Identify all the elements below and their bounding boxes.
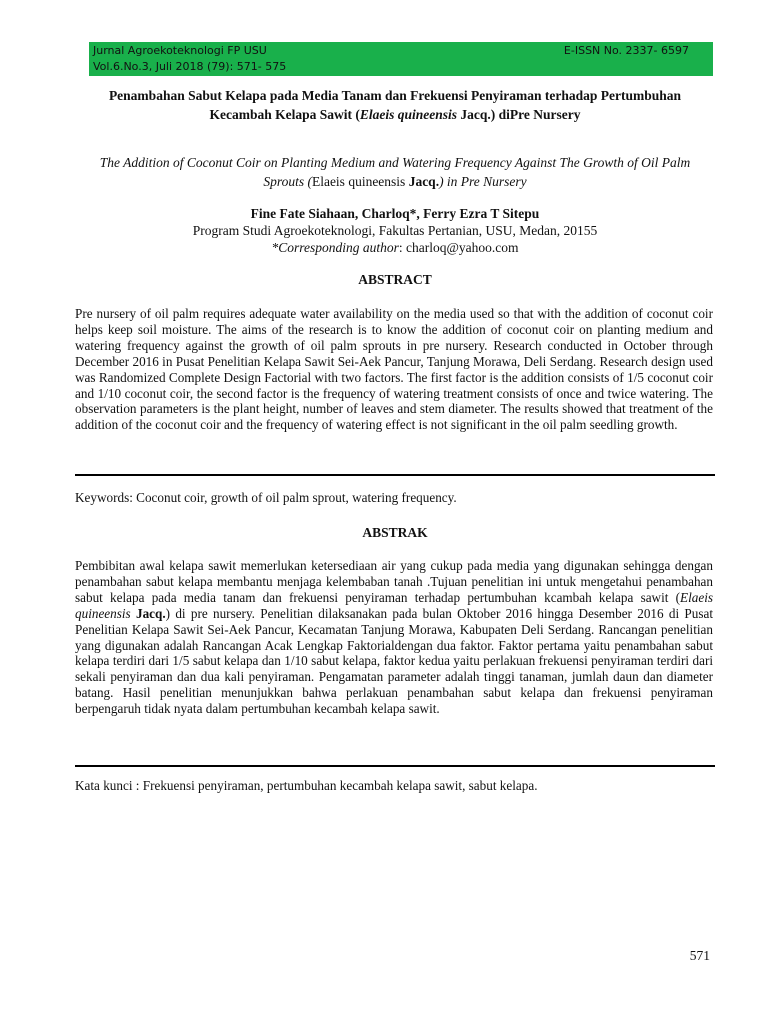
title-en-part1: The Addition of Coconut Coir on Planting Medium and Watering Frequency Against The Growth of Oil Palm Sprouts ( — [99, 155, 691, 189]
title-id-part1: Penambahan Sabut Kelapa pada Media Tanam dan Frekuensi Penyiraman terhadap Pertumbuhan Kecambah Kelapa Sawit ( — [108, 88, 682, 122]
abstrak-body-part2: ) di pre nursery. Penelitian dilaksanakan pada bulan Oktober 2016 hingga Desember 2016 di Pusat Penelitian Kelapa Sawit Sei-Aek Pancur, Kecamatan Tanjung Morawa, Kabupaten Deli Serdang. Rancangan penelitian yang digunakan adalah Rancangan Acak Lengkap Faktorialdengan dua faktor. Faktor pertama yaitu penambahan sabut kelapa terdiri dari 1/5 sabut kelapa dan 1/10 sabut kelapa, faktor kedua yaitu perlakuan frekuensi penyiraman terdiri dari sekali penyiraman dan dua kali penyiraman. Pengamatan parameter adalah tinggi tanaman, jumlah daun dan diameter batang. Hasil penelitian menunjukkan bahwa perlakuan penambahan sabut kelapa dan frekuensi penyiraman berpengaruh tidak nyata dalam pertumbuhan kecambah kelapa sawit. — [75, 605, 714, 717]
title-id-part2: ) diPre Nursery — [490, 107, 581, 122]
author-block — [80, 205, 710, 256]
journal-info — [93, 43, 286, 75]
abstract-body: Pre nursery of oil palm requires adequate water availability on the media used so that with the addition of coconut coir helps keep soil moisture. The aims of the research is to know the addition of coconut coir on planting medium and watering frequency against the growth of oil palm sprouts in pre nursery. Research conducted in October through December 2016 in Pusat Penelitian Kelapa Sawit Sei-Aek Pancur, Tanjung Morawa, Deli Serdang. Research design used was Randomized Complete Design Factorial with two factors. The first factor is the addition consists of 1/5 coconut coir and 1/10 coconut coir, the second factor is the frequency of watering treatment consists of once and twice watering. The observation parameters is the plant height, number of leaves and stem diameter. The results showed that treatment of the addition of the coconut coir and the frequency of watering effect is not significant in the oil palm seedling growth. — [75, 306, 713, 433]
journal-volume: Vol.6.No.3, Juli 2018 (79): 571- 575 — [93, 60, 287, 73]
abstrak-heading: ABSTRAK — [362, 525, 428, 540]
journal-name: Jurnal Agroekoteknologi FP USU — [93, 44, 267, 57]
author-affiliation: Program Studi Agroekoteknologi, Fakultas Pertanian, USU, Medan, 20155 — [192, 223, 598, 238]
author-names: Fine Fate Siahaan, Charloq*, Ferry Ezra T Sitepu — [250, 206, 540, 221]
abstrak-body-part1: Pembibitan awal kelapa sawit memerlukan ketersediaan air yang cukup pada media yang digunakan sehingga dengan penambahan sabut kelapa membantu menjaga kelembaban tanah .Tujuan penelitian ini untuk mengetahui penambahan sabut kelapa pada media tanam dan frekuensi penyiraman terhadap pertumbuhan kcambah kelapa sawit ( — [75, 558, 713, 605]
abstract-heading: ABSTRACT — [358, 272, 432, 287]
corresponding-author — [80, 239, 710, 256]
journal-issn: E-ISSN No. 2337- 6597 — [563, 44, 689, 57]
title-en-part2: ) in Pre Nursery — [439, 174, 527, 189]
corresponding-email: : charloq@yahoo.com — [398, 240, 519, 255]
title-id-author-abbr: Jacq. — [457, 107, 491, 122]
title-en-author-abbr: Jacq. — [405, 174, 440, 189]
abstrak-body — [75, 558, 713, 717]
title-indonesian — [80, 86, 710, 124]
corresponding-label: *Corresponding author — [271, 240, 399, 255]
abstrak-author-abbr: Jacq. — [130, 605, 166, 621]
abstrak-keywords: Kata kunci : Frekuensi penyiraman, pertumbuhan kecambah kelapa sawit, sabut kelapa. — [75, 778, 538, 793]
abstrak-divider — [75, 765, 715, 767]
journal-header-band — [89, 42, 713, 76]
page-number: 571 — [689, 948, 710, 963]
title-english — [80, 153, 710, 191]
abstract-keywords: Keywords: Coconut coir, growth of oil palm sprout, watering frequency. — [75, 490, 457, 505]
title-id-species: Elaeis quineensis — [359, 107, 458, 122]
abstrak-species: Elaeis quineensis — [75, 589, 713, 621]
title-en-species: Elaeis quineensis — [311, 174, 406, 189]
abstract-divider — [75, 474, 715, 476]
